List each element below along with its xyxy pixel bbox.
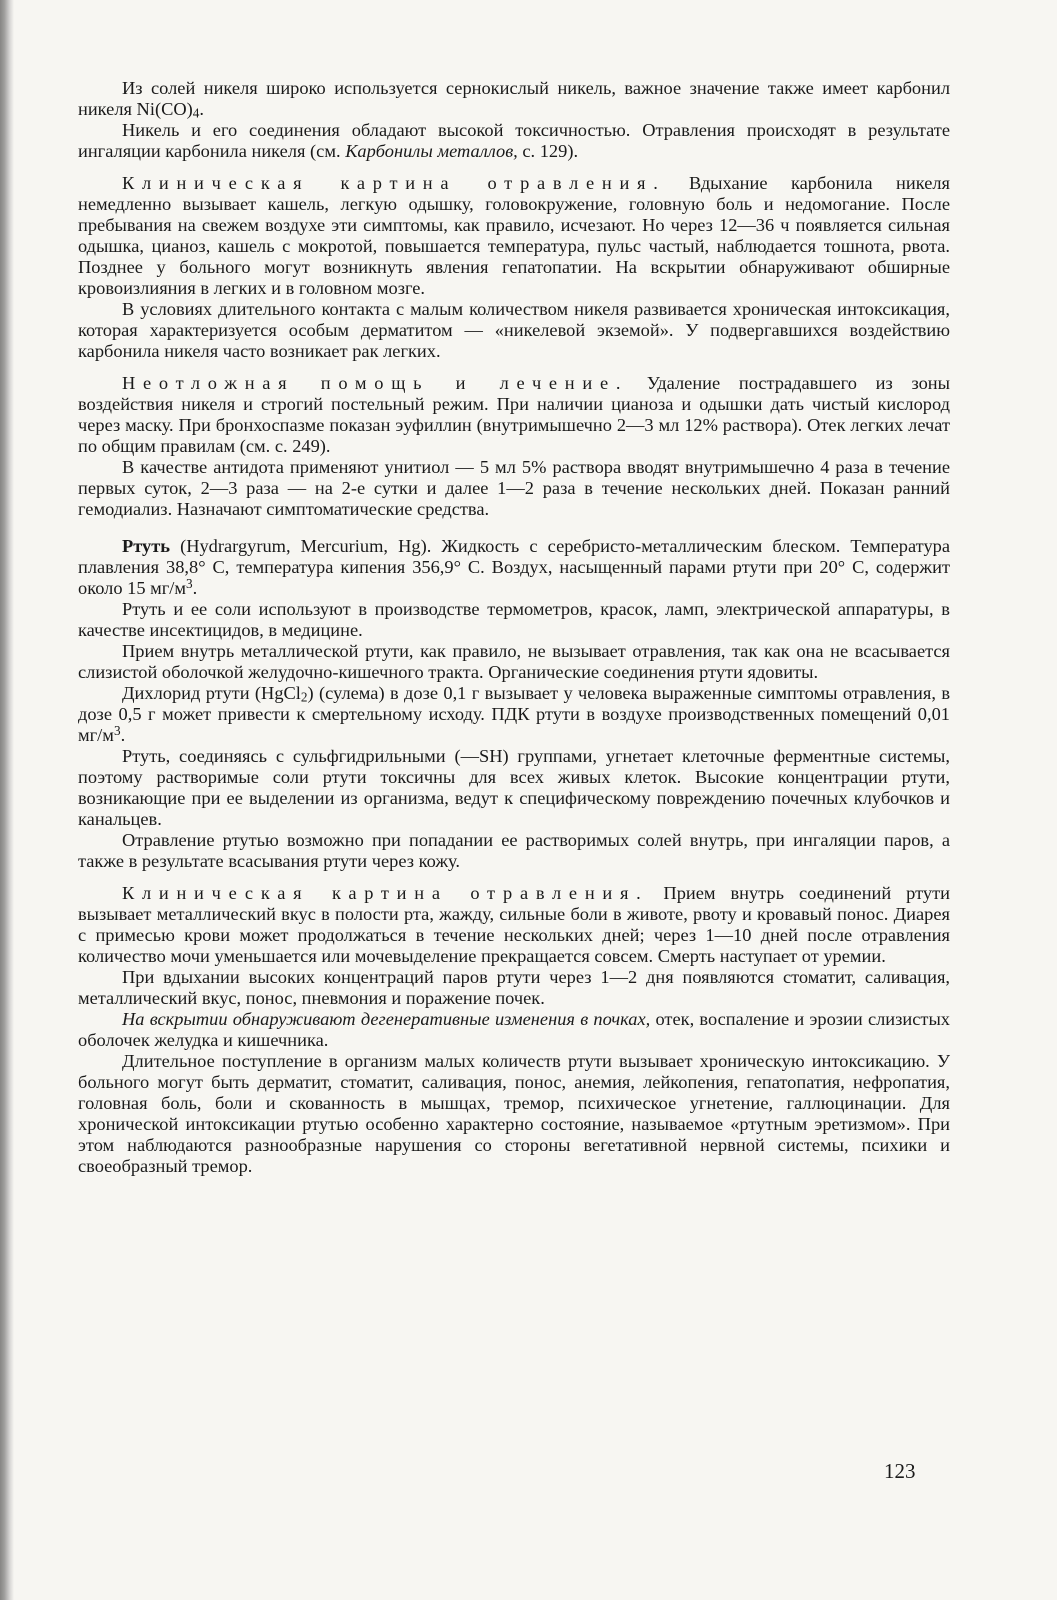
paragraph-mercury-mechanism: Ртуть, соединяясь с сульфгидрильными (—SH) группами, угнетает клеточные ферментные системы, поэтому растворимые соли ртути токсичны для всех живых клеток. Высокие концентрации ртути, возникающие при ее выделении из организма, ведут к специфическому повреждению почечных клубочков и канальцев. — [78, 746, 950, 829]
paragraph-nickel-clinical: Клиническая картина отравления. Вдыхание карбонила никеля немедленно вызывает кашель, легкую одышку, головокружение, головную боль и недомогание. После пребывания на свежем воздухе эти симптомы, как правило, исчезают. Но через 12—36 ч появляется сильная одышка, цианоз, кашель с мокротой, повышается температура, пульс частый, наблюдается тошнота, рвота. Позднее у больного могут возникнуть явления гепатопатии. На вскрытии обнаруживают обширные кровоизлияния в легких и в головном мозге. — [78, 173, 950, 298]
paragraph-mercury-clinical: Клиническая картина отравления. Прием внутрь соединений ртути вызывает металлический вкус в полости рта, жажду, сильные боли в животе, рвоту и кровавый понос. Диарея с примесью крови может продолжаться в течение нескольких дней; через 1—10 дней после отравления количество мочи уменьшается или мочевыделение прекращается совсем. Смерть наступает от уремии. — [78, 883, 950, 966]
cross-reference: Карбонилы металлов, — [345, 141, 518, 161]
scan-edge-shadow — [0, 0, 14, 1600]
paragraph-nickel-chronic: В условиях длительного контакта с малым количеством никеля развивается хроническая интоксикация, которая характеризуется особым дерматитом — «никелевой экземой». У подвергавшихся воздействию карбонила никеля часто возникает рак легких. — [78, 299, 950, 361]
paragraph-nickel-antidote: В качестве антидота применяют унитиол — 5 мл 5% раствора вводят внутримышечно 4 раза в течение первых суток, 2—3 раза — на 2-е сутки и далее 1—2 раза в течение нескольких дней. Показан ранний гемодиализ. Назначают симптоматические средства. — [78, 457, 950, 519]
paragraph-nickel-toxicity: Никель и его соединения обладают высокой токсичностью. Отравления происходят в результате ингаляции карбонила никеля (см. Карбонилы металлов, с. 129). — [78, 120, 950, 161]
page-body — [78, 78, 950, 1177]
paragraph-mercury-autopsy: На вскрытии обнаруживают дегенеративные изменения в почках, отек, воспаление и эрозии слизистых оболочек желудка и кишечника. — [78, 1009, 951, 1050]
paragraph-mercury-ingestion: Прием внутрь металлической ртути, как правило, не вызывает отравления, так как она не всасывается слизистой оболочкой желудочно-кишечного тракта. Органические соединения ртути ядовиты. — [78, 641, 950, 682]
section-heading: Клиническая картина отравления. — [122, 883, 649, 903]
paragraph-mercury-uses: Ртуть и ее соли используют в производстве термометров, красок, ламп, электрической аппаратуры, в качестве инсектицидов, в медицине. — [78, 599, 950, 640]
section-heading: Неотложная помощь и лечение. — [122, 373, 629, 393]
entry-title: Ртуть — [122, 536, 170, 556]
section-heading: Клиническая картина отравления. — [122, 173, 666, 193]
paragraph-nickel-treatment: Неотложная помощь и лечение. Удаление пострадавшего из зоны воздействия никеля и строгий постельный режим. При наличии цианоза и одышки дать чистый кислород через маску. При бронхоспазме показан эуфиллин (внутримышечно 2—3 мл 12% раствора). Отек легких лечат по общим правилам (см. с. 249). — [78, 373, 950, 456]
paragraph-mercury-chronic: Длительное поступление в организм малых количеств ртути вызывает хроническую интоксикацию. У больного могут быть дерматит, стоматит, саливация, понос, анемия, лейкопения, гепатопатия, нефропатия, головная боль, боли и скованность в мышцах, тремор, психическое угнетение, галлюцинации. Для хронической интоксикации ртутью особенно характерно состояние, называемое «ртутным эретизмом». При этом наблюдаются разнообразные нарушения со стороны вегетативной нервной системы, психики и своеобразный тремор. — [78, 1051, 950, 1176]
paragraph-mercury-routes: Отравление ртутью возможно при попадании ее растворимых солей внутрь, при ингаляции паров, а также в результате всасывания ртути через кожу. — [78, 830, 950, 871]
paragraph-mercury-inhalation: При вдыхании высоких концентраций паров ртути через 1—2 дня появляются стоматит, саливация, металлический вкус, понос, пневмония и поражение почек. — [78, 967, 950, 1008]
paragraph-mercury-chloride: Дихлорид ртути (HgCl$_2$) (сулема) в дозе 0,1 г вызывает у человека выраженные симптомы отравления, в дозе 0,5 г может привести к смертельному исходу. ПДК ртути в воздухе производственных помещений 0,01 $мг/м^3$. — [78, 683, 951, 745]
page-number: 123 — [884, 1459, 916, 1483]
paragraph-mercury-intro: Ртуть (Hydrargyrum, Mercurium, Hg). Жидкость с серебристо-металлическим блеском. Температура плавления 38,8° С, температура кипения 356,9° С. Воздух, насыщенный парами ртути при 20° С, содержит около 15 $мг/м^3$. — [78, 536, 950, 598]
autopsy-findings: На вскрытии обнаруживают дегенеративные изменения в почках, — [122, 1009, 651, 1029]
paragraph-nickel-salts: Из солей никеля широко используется сернокислый никель, важное значение также имеет карбонил никеля $Ni(CO)_4$. — [78, 78, 950, 121]
